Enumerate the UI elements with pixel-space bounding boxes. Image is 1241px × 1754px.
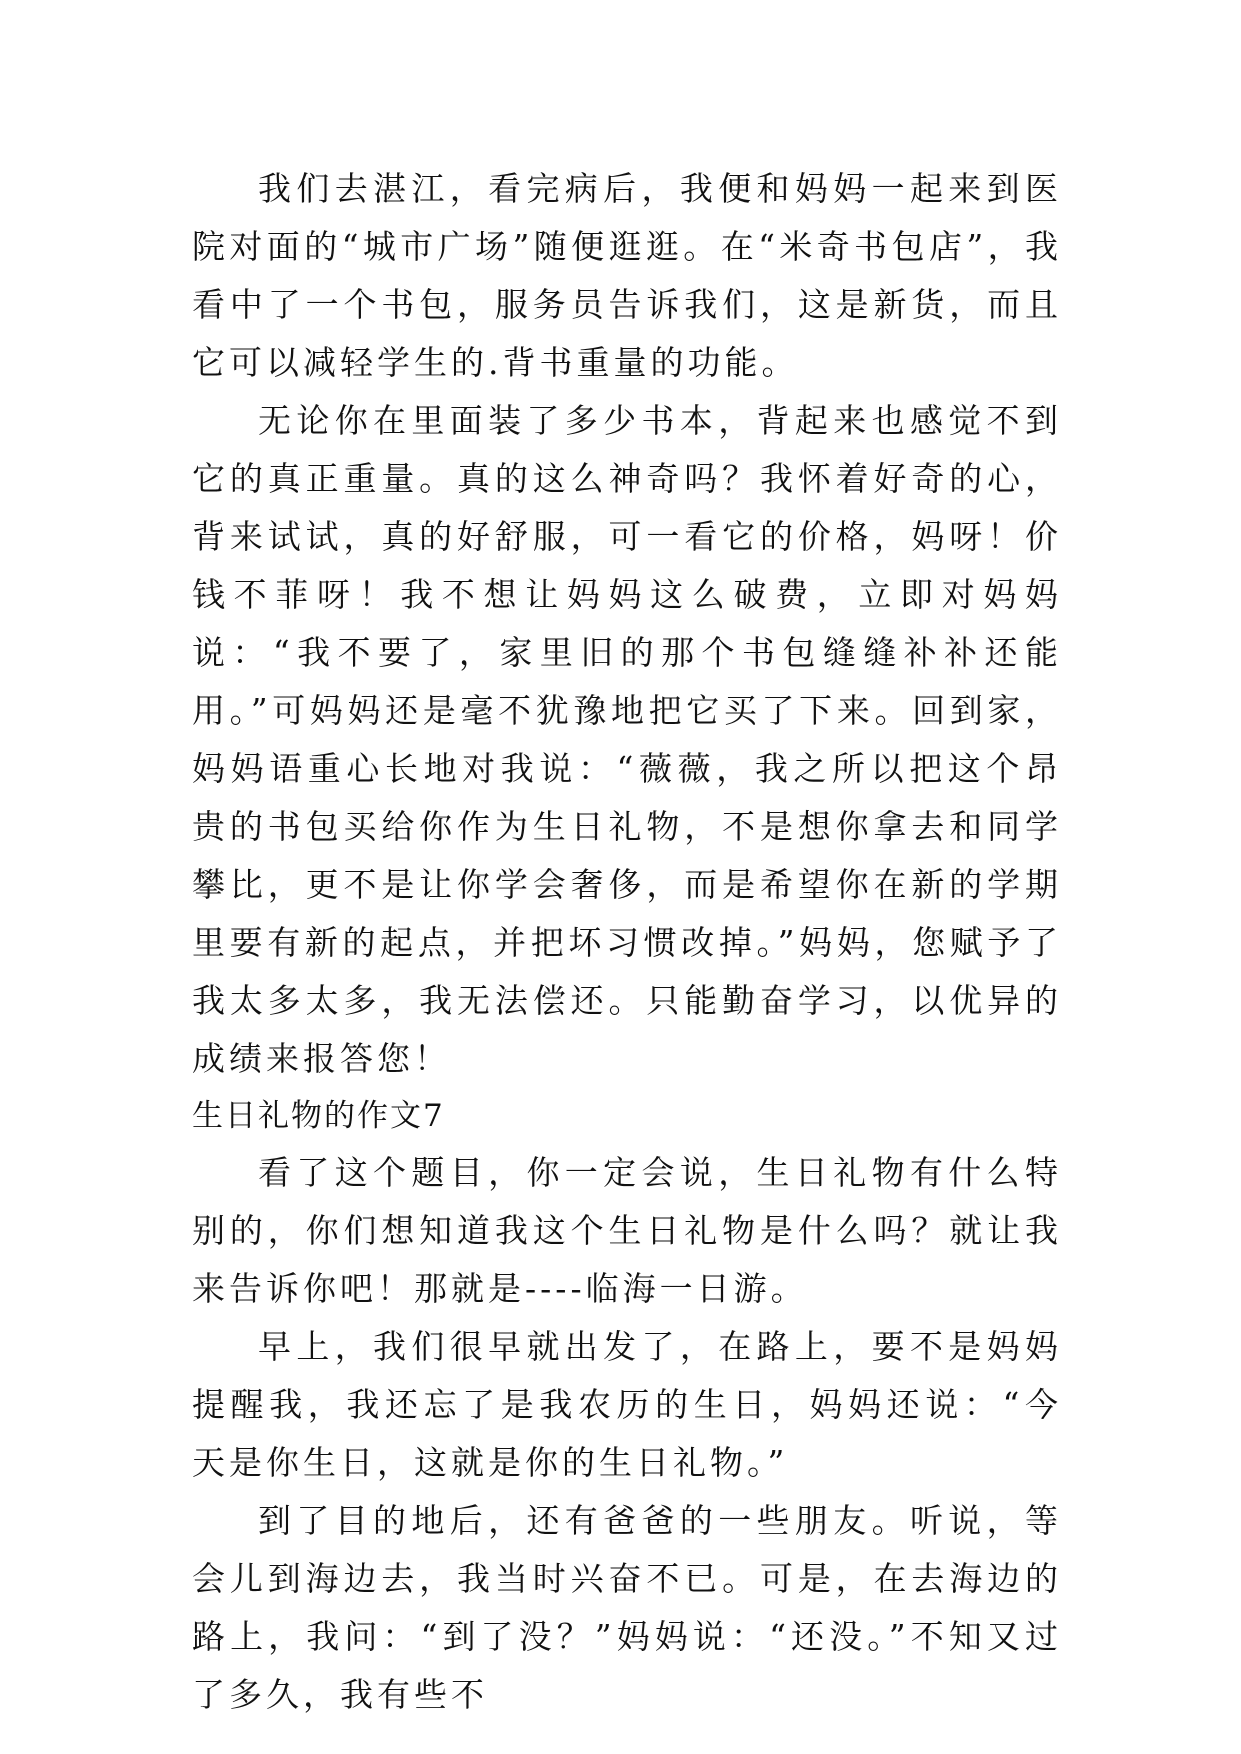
paragraph: 到了目的地后，还有爸爸的一些朋友。听说，等会儿到海边去，我当时兴奋不已。可是，在去海边的路上，我问：“到了没？”妈妈说：“还没。”不知又过了多久，我有些不	[192, 1501, 1062, 1714]
paragraph: 无论你在里面装了多少书本，背起来也感觉不到它的真正重量。真的这么神奇吗？我怀着好奇的心，背来试试，真的好舒服，可一看它的价格，妈呀！价钱不菲呀！我不想让妈妈这么破费，立即对妈妈说：“我不要了，家里旧的那个书包缝缝补补还能用。”可妈妈还是毫不犹豫地把它买了下来。回到家，妈妈语重心长地对我说：“薇薇，我之所以把这个昂贵的书包买给你作为生日礼物，不是想你拿去和同学攀比，更不是让你学会奢侈，而是希望你在新的学期里要有新的起点，并把坏习惯改掉。”妈妈，您赋予了我太多太多，我无法偿还。只能勤奋学习，以优异的成绩来报答您！	[192, 401, 1062, 1078]
paragraph: 早上，我们很早就出发了，在路上，要不是妈妈提醒我，我还忘了是我农历的生日，妈妈还说：“今天是你生日，这就是你的生日礼物。”	[192, 1327, 1062, 1482]
paragraph: 我们去湛江，看完病后，我便和妈妈一起来到医院对面的“城市广场”随便逛逛。在“米奇书包店”，我看中了一个书包，服务员告诉我们，这是新货，而且它可以减轻学生的.背书重量的功能。	[192, 169, 1062, 382]
document-page	[192, 160, 1062, 1724]
section-title: 生日礼物的作文7	[192, 1098, 445, 1134]
paragraph: 看了这个题目，你一定会说，生日礼物有什么特别的，你们想知道我这个生日礼物是什么吗？就让我来告诉你吧！那就是----临海一日游。	[192, 1153, 1062, 1308]
